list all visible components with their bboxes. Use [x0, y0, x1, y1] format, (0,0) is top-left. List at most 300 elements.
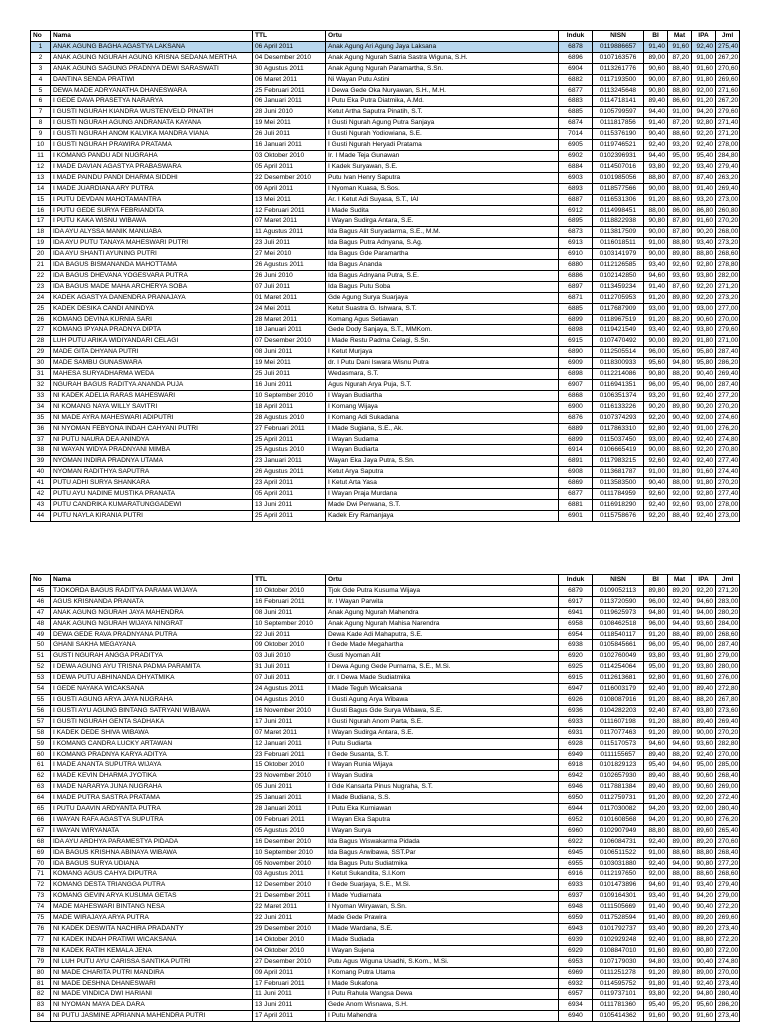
cell-ttl: 27 Februari 2011	[253, 423, 326, 434]
cell-ipa: 94,00	[692, 607, 716, 618]
cell-ttl: 23 Februari 2011	[253, 749, 326, 760]
cell-no: 31	[31, 369, 51, 380]
cell-bi: 91,60	[644, 945, 668, 956]
table-row	[31, 858, 740, 869]
cell-jml: 277,20	[716, 858, 740, 869]
cell-induk: 6933	[559, 716, 593, 727]
cell-ipa: 90,40	[692, 369, 716, 380]
table-row	[31, 956, 740, 967]
cell-bi: 93,40	[644, 260, 668, 271]
cell-induk: 6904	[559, 63, 593, 74]
cell-ortu: I Made Yudiarnata	[326, 891, 559, 902]
cell-nisn: 0117030082	[593, 804, 644, 815]
cell-mat: 91,40	[668, 607, 692, 618]
table-row	[31, 467, 740, 478]
cell-no: 65	[31, 804, 51, 815]
cell-no: 80	[31, 967, 51, 978]
cell-no: 49	[31, 629, 51, 640]
cell-ortu: I Made Sudiada	[326, 934, 559, 945]
cell-mat: 88,20	[668, 749, 692, 760]
table-row	[31, 478, 740, 489]
cell-induk: 6933	[559, 880, 593, 891]
cell-jml: 271,20	[716, 585, 740, 596]
cell-induk: 6953	[559, 956, 593, 967]
table-row	[31, 347, 740, 358]
cell-jml: 273,00	[716, 510, 740, 521]
cell-mat: 88,00	[668, 478, 692, 489]
table-row	[31, 847, 740, 858]
cell-mat: 93,20	[668, 804, 692, 815]
cell-no: 4	[31, 74, 51, 85]
cell-no: 55	[31, 694, 51, 705]
cell-no: 68	[31, 836, 51, 847]
cell-ipa: 90,60	[692, 314, 716, 325]
cell-ttl: 28 Januari 2011	[253, 804, 326, 815]
cell-induk: 6928	[559, 738, 593, 749]
cell-induk: 6909	[559, 358, 593, 369]
cell-mat: 89,80	[668, 401, 692, 412]
cell-bi: 89,40	[644, 749, 668, 760]
cell-ortu: Ida Bagus Putu Sudiatmika	[326, 858, 559, 869]
cell-induk: 6898	[559, 369, 593, 380]
cell-ttl: 29 Desember 2010	[253, 924, 326, 935]
table-row	[31, 314, 740, 325]
cell-jml: 270,20	[716, 727, 740, 738]
cell-no: 19	[31, 238, 51, 249]
cell-ipa: 91,60	[692, 1011, 716, 1022]
cell-no: 14	[31, 183, 51, 194]
cell-ortu: I Nyoman Kuasa, S.Sos.	[326, 183, 559, 194]
cell-jml: 268,40	[716, 847, 740, 858]
cell-jml: 269,00	[716, 782, 740, 793]
cell-bi: 90,40	[644, 478, 668, 489]
cell-jml: 274,60	[716, 412, 740, 423]
cell-jml: 272,80	[716, 684, 740, 695]
table-row	[31, 629, 740, 640]
cell-no: 37	[31, 434, 51, 445]
cell-ttl: 28 Agustus 2010	[253, 412, 326, 423]
cell-no: 58	[31, 727, 51, 738]
table-row	[31, 205, 740, 216]
cell-jml: 272,20	[716, 902, 740, 913]
cell-bi: 96,00	[644, 596, 668, 607]
cell-jml: 278,00	[716, 140, 740, 151]
cell-mat: 88,20	[668, 314, 692, 325]
cell-nisn: 0109164301	[593, 891, 644, 902]
cell-nama: ANAK AGUNG BAGHA AGASTYA LAKSANA	[51, 41, 253, 52]
cell-ortu: Ir. I Made Teja Gunawan	[326, 150, 559, 161]
table-row	[31, 216, 740, 227]
cell-no: 54	[31, 684, 51, 695]
cell-induk: 6913	[559, 238, 593, 249]
cell-mat: 89,80	[668, 292, 692, 303]
cell-ttl: 05 April 2011	[253, 161, 326, 172]
cell-nama: DEWA MADE ADRYANATHA DHANESWARA	[51, 85, 253, 96]
cell-ortu: I Wayan Sudama	[326, 434, 559, 445]
cell-ttl: 10 September 2010	[253, 390, 326, 401]
cell-bi: 91,20	[644, 793, 668, 804]
cell-ttl: 14 Oktober 2010	[253, 934, 326, 945]
cell-ortu: I Ketut Arta Yasa	[326, 478, 559, 489]
cell-mat: 89,60	[668, 945, 692, 956]
cell-ttl: 06 Januari 2011	[253, 96, 326, 107]
cell-ttl: 25 April 2011	[253, 510, 326, 521]
cell-mat: 87,20	[668, 118, 692, 129]
cell-ipa: 93,80	[692, 270, 716, 281]
cell-bi: 96,00	[644, 618, 668, 629]
cell-nisn: 0112214086	[593, 369, 644, 380]
cell-nisn: 0115758676	[593, 510, 644, 521]
cell-induk: 6920	[559, 651, 593, 662]
cell-ttl: 13 Juni 2011	[253, 499, 326, 510]
cell-nisn: 0117687909	[593, 303, 644, 314]
cell-ipa: 90,60	[692, 771, 716, 782]
cell-ortu: Anak Agung Ari Agung Jaya Laksana	[326, 41, 559, 52]
cell-ortu: I Wayan Runia Wijaya	[326, 760, 559, 771]
cell-no: 83	[31, 1000, 51, 1011]
cell-nama: IDA AYU PUTU TANAYA MAHESWARI PUTRI	[51, 238, 253, 249]
cell-nama: IDA BAGUS MADE MAHA ARCHERYA SOBA	[51, 281, 253, 292]
cell-ttl: 09 Februari 2011	[253, 814, 326, 825]
cell-ttl: 07 Juli 2011	[253, 673, 326, 684]
cell-jml: 272,20	[716, 934, 740, 945]
cell-jml: 282,80	[716, 738, 740, 749]
cell-nama: MADE GITA DHYANA PUTRI	[51, 347, 253, 358]
cell-nisn: 0103031880	[593, 858, 644, 869]
cell-jml: 268,60	[716, 869, 740, 880]
cell-ttl: 17 April 2011	[253, 1011, 326, 1022]
cell-no: 59	[31, 738, 51, 749]
cell-ipa: 88,80	[692, 847, 716, 858]
cell-mat: 89,40	[668, 434, 692, 445]
cell-jml: 273,60	[716, 705, 740, 716]
cell-jml: 270,60	[716, 836, 740, 847]
cell-ipa: 91,80	[692, 336, 716, 347]
cell-bi: 92,60	[644, 489, 668, 500]
cell-ipa: 90,60	[692, 782, 716, 793]
cell-ttl: 10 September 2010	[253, 618, 326, 629]
cell-ipa: 93,40	[692, 238, 716, 249]
cell-mat: 86,00	[668, 205, 692, 216]
table-row	[31, 63, 740, 74]
cell-ipa: 92,20	[692, 281, 716, 292]
cell-jml: 272,00	[716, 945, 740, 956]
cell-ttl: 23 April 2011	[253, 478, 326, 489]
cell-ttl: 25 April 2011	[253, 434, 326, 445]
cell-ttl: 23 November 2010	[253, 771, 326, 782]
cell-mat: 87,80	[668, 227, 692, 238]
table-row	[31, 694, 740, 705]
cell-ttl: 23 Januari 2011	[253, 456, 326, 467]
cell-nama: NI KADEK RATIH KEMALA JENA	[51, 945, 253, 956]
cell-ttl: 05 April 2011	[253, 489, 326, 500]
cell-ipa: 88,80	[692, 249, 716, 260]
cell-ttl: 19 Mei 2011	[253, 358, 326, 369]
cell-ortu: Ni Wayan Putu Astini	[326, 74, 559, 85]
cell-induk: 6955	[559, 858, 593, 869]
cell-no: 42	[31, 489, 51, 500]
cell-ipa: 91,60	[692, 63, 716, 74]
cell-no: 15	[31, 194, 51, 205]
cell-ttl: 30 Agustus 2011	[253, 63, 326, 74]
cell-ttl: 31 Juli 2011	[253, 662, 326, 673]
cell-bi: 89,80	[644, 585, 668, 596]
cell-jml: 271,40	[716, 118, 740, 129]
cell-nama: NI MADE CHARITA PUTRI MANDIRA	[51, 967, 253, 978]
table-row	[31, 902, 740, 913]
cell-ipa: 90,20	[692, 227, 716, 238]
table-row	[31, 150, 740, 161]
cell-ortu: Kadek Ery Ramanjaya	[326, 510, 559, 521]
header-ipa: IPA	[692, 31, 716, 42]
cell-no: 9	[31, 129, 51, 140]
cell-jml: 275,40	[716, 41, 740, 52]
cell-ortu: Ida Bagus Putra Adnyana, S.Ag.	[326, 238, 559, 249]
cell-bi: 93,00	[644, 434, 668, 445]
cell-bi: 91,60	[644, 1011, 668, 1022]
cell-no: 52	[31, 662, 51, 673]
cell-nama: KADEK AGASTYA DANENDRA PRANAJAYA	[51, 292, 253, 303]
table-row	[31, 401, 740, 412]
cell-ttl: 12 Januari 2011	[253, 738, 326, 749]
cell-bi: 91,00	[644, 467, 668, 478]
cell-jml: 278,80	[716, 260, 740, 271]
cell-jml: 287,40	[716, 640, 740, 651]
cell-nisn: 0111781360	[593, 1000, 644, 1011]
cell-ipa: 92,80	[692, 489, 716, 500]
cell-jml: 272,40	[716, 793, 740, 804]
cell-no: 51	[31, 651, 51, 662]
cell-mat: 87,80	[668, 74, 692, 85]
cell-jml: 270,60	[716, 63, 740, 74]
cell-jml: 276,00	[716, 673, 740, 684]
cell-nisn: 0105845661	[593, 640, 644, 651]
table-row	[31, 390, 740, 401]
cell-no: 2	[31, 52, 51, 63]
table-row	[31, 183, 740, 194]
cell-nama: I MADE PAINDU PANDI DHARMA SIDDHI	[51, 172, 253, 183]
cell-nama: NI KOMANG NAYA WILLY SAVITRI	[51, 401, 253, 412]
cell-nama: NI NYOMAN FEBYONA INDAH CAHYANI PUTRI	[51, 423, 253, 434]
cell-ipa: 89,20	[692, 836, 716, 847]
cell-bi: 94,80	[644, 607, 668, 618]
cell-ortu: Ketut Artha Saputra Pinatih, S.T.	[326, 107, 559, 118]
cell-bi: 90,60	[644, 63, 668, 74]
cell-nama: KOMANG DESTA TRIANGGA PUTRA	[51, 880, 253, 891]
cell-jml: 263,20	[716, 172, 740, 183]
cell-no: 25	[31, 303, 51, 314]
student-table-2	[30, 574, 739, 1022]
cell-no: 24	[31, 292, 51, 303]
cell-mat: 95,40	[668, 640, 692, 651]
cell-no: 1	[31, 41, 51, 52]
cell-no: 43	[31, 499, 51, 510]
cell-mat: 93,20	[668, 140, 692, 151]
cell-nisn: 0116918290	[593, 499, 644, 510]
table-row	[31, 249, 740, 260]
cell-ortu: Gde Agung Surya Suarjaya	[326, 292, 559, 303]
cell-jml: 277,40	[716, 489, 740, 500]
table-row	[31, 738, 740, 749]
cell-jml: 280,20	[716, 607, 740, 618]
table-row	[31, 303, 740, 314]
cell-induk: 6914	[559, 445, 593, 456]
cell-bi: 92,40	[644, 836, 668, 847]
table-row	[31, 369, 740, 380]
cell-ipa: 92,40	[692, 41, 716, 52]
cell-bi: 91,20	[644, 967, 668, 978]
table-row	[31, 260, 740, 271]
cell-nisn: 0107374293	[593, 412, 644, 423]
cell-jml: 282,00	[716, 270, 740, 281]
table-row	[31, 41, 740, 52]
table-row	[31, 52, 740, 63]
cell-nisn: 0113681787	[593, 467, 644, 478]
cell-ortu: Ida Bagus Adnyana Putra, S.E.	[326, 270, 559, 281]
cell-induk: 6893	[559, 183, 593, 194]
cell-no: 12	[31, 161, 51, 172]
cell-induk: 6943	[559, 924, 593, 935]
cell-nama: I KOMANG CANDRA LUCKY ARTAWAN	[51, 738, 253, 749]
cell-bi: 96,00	[644, 347, 668, 358]
cell-nama: PUTU ADHI SURYA SHANKARA	[51, 478, 253, 489]
cell-jml: 276,20	[716, 423, 740, 434]
cell-bi: 91,20	[644, 314, 668, 325]
cell-ttl: 09 April 2011	[253, 967, 326, 978]
cell-bi: 93,00	[644, 303, 668, 314]
cell-nama: I KOMANG PANDU ADI NUGRAHA	[51, 150, 253, 161]
cell-induk: 6891	[559, 456, 593, 467]
cell-nisn: 0103141979	[593, 249, 644, 260]
cell-mat: 91,40	[668, 978, 692, 989]
cell-ortu: dr. I Putu Dani Iswara Wisnu Putra	[326, 358, 559, 369]
cell-ipa: 92,20	[692, 793, 716, 804]
cell-ipa: 95,80	[692, 358, 716, 369]
cell-no: 33	[31, 390, 51, 401]
cell-jml: 273,20	[716, 292, 740, 303]
cell-ipa: 91,60	[692, 216, 716, 227]
cell-nisn: 0113817509	[593, 227, 644, 238]
cell-mat: 90,80	[668, 924, 692, 935]
cell-ipa: 91,20	[692, 96, 716, 107]
cell-nama: I MADE JUARDIANA ARY PUTRA	[51, 183, 253, 194]
cell-mat: 93,40	[668, 651, 692, 662]
cell-induk: 6939	[559, 934, 593, 945]
cell-jml: 273,40	[716, 978, 740, 989]
table-row	[31, 161, 740, 172]
cell-ipa: 92,00	[692, 85, 716, 96]
header-induk: Induk	[559, 575, 593, 586]
cell-ipa: 93,80	[692, 662, 716, 673]
cell-ortu: I Gede Suarjaya, S.E., M.Si.	[326, 880, 559, 891]
cell-nama: MADE MAHESWARI BINTANG NESA	[51, 902, 253, 913]
table-row	[31, 684, 740, 695]
cell-ttl: 16 November 2010	[253, 705, 326, 716]
cell-nama: NI NYOMAN MAYA DEA DARA	[51, 1000, 253, 1011]
cell-induk: 6896	[559, 52, 593, 63]
cell-mat: 88,60	[668, 445, 692, 456]
cell-bi: 90,80	[644, 369, 668, 380]
cell-bi: 95,00	[644, 662, 668, 673]
cell-mat: 93,00	[668, 956, 692, 967]
table-row	[31, 281, 740, 292]
cell-nama: PUTU NAYLA KIRANIA PUTRI	[51, 510, 253, 521]
cell-jml: 280,00	[716, 662, 740, 673]
cell-induk: 6889	[559, 423, 593, 434]
cell-nisn: 0116003179	[593, 684, 644, 695]
cell-mat: 91,40	[668, 880, 692, 891]
cell-mat: 87,40	[668, 705, 692, 716]
cell-ortu: Wayan Eka Jaya Putra, S.Sn.	[326, 456, 559, 467]
cell-no: 3	[31, 63, 51, 74]
cell-bi: 89,40	[644, 771, 668, 782]
cell-ortu: I Made Sukafona	[326, 978, 559, 989]
cell-induk: 6942	[559, 771, 593, 782]
cell-ortu: Ida Bagus Gde Paramartha	[326, 249, 559, 260]
cell-no: 50	[31, 640, 51, 651]
cell-ttl: 26 Agustus 2011	[253, 467, 326, 478]
cell-nama: DANTINA SENDA PRATIWI	[51, 74, 253, 85]
cell-no: 28	[31, 336, 51, 347]
cell-induk: 6879	[559, 585, 593, 596]
cell-ipa: 93,00	[692, 499, 716, 510]
cell-nisn: 0111155657	[593, 749, 644, 760]
cell-ipa: 93,40	[692, 880, 716, 891]
cell-bi: 92,20	[644, 412, 668, 423]
cell-ttl: 26 Juli 2011	[253, 129, 326, 140]
cell-nama: KOMANG GEVIN ARYA KUSUMA GETAS	[51, 891, 253, 902]
table-row	[31, 227, 740, 238]
cell-ortu: Ketut Arya Saputra	[326, 467, 559, 478]
cell-no: 5	[31, 85, 51, 96]
cell-jml: 267,20	[716, 52, 740, 63]
cell-induk: 6940	[559, 1011, 593, 1022]
cell-no: 60	[31, 749, 51, 760]
cell-mat: 92,60	[668, 260, 692, 271]
header-nama: Nama	[51, 575, 253, 586]
table-row	[31, 172, 740, 183]
cell-ortu: Ida Bagus Alit Suryadarma, S.E., M.M.	[326, 227, 559, 238]
cell-no: 13	[31, 172, 51, 183]
cell-mat: 91,00	[668, 684, 692, 695]
cell-ortu: Wedasmara, S.T.	[326, 369, 559, 380]
cell-bi: 94,40	[644, 107, 668, 118]
cell-mat: 91,20	[668, 814, 692, 825]
cell-bi: 96,00	[644, 640, 668, 651]
cell-jml: 274,40	[716, 467, 740, 478]
cell-bi: 95,40	[644, 1000, 668, 1011]
cell-induk: 6946	[559, 782, 593, 793]
cell-nama: IDA BAGUS KRISHNA ABINAYA WIBAWA	[51, 847, 253, 858]
cell-ipa: 92,40	[692, 749, 716, 760]
cell-no: 10	[31, 140, 51, 151]
cell-nama: I GUSTI NGURAH KIANDRA WUSTENVELD PINATIH	[51, 107, 253, 118]
cell-nama: NI MADE AYRA MAHESWARI ADIPUTRI	[51, 412, 253, 423]
cell-nisn: 0117881384	[593, 782, 644, 793]
cell-jml: 283,00	[716, 596, 740, 607]
cell-ortu: I Made Teguh Wicaksana	[326, 684, 559, 695]
cell-ipa: 92,40	[692, 456, 716, 467]
header-jml: Jml	[716, 31, 740, 42]
cell-ipa: 92,80	[692, 118, 716, 129]
cell-bi: 92,00	[644, 869, 668, 880]
cell-bi: 93,20	[644, 390, 668, 401]
cell-jml: 267,80	[716, 694, 740, 705]
cell-jml: 268,60	[716, 629, 740, 640]
cell-nisn: 0101608568	[593, 814, 644, 825]
cell-nama: ANAK AGUNG SAGUNG PRADNYA DEWI SARASWATI	[51, 63, 253, 74]
table-row	[31, 74, 740, 85]
